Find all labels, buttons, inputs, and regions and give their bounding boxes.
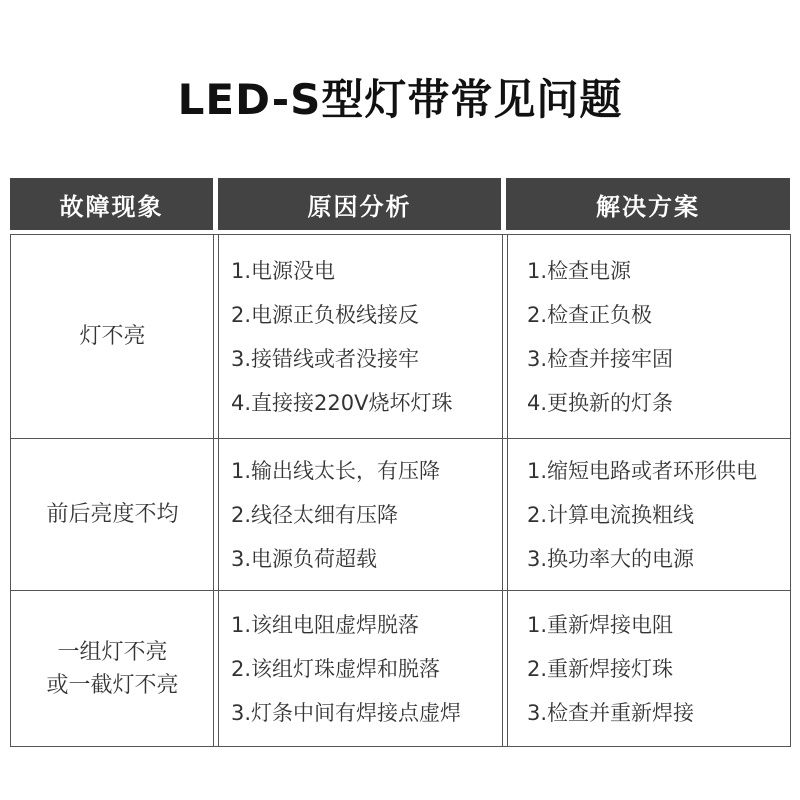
cause-item: 3.灯条中间有焊接点虚焊 bbox=[231, 700, 462, 725]
solution-item: 3.检查并重新焊接 bbox=[527, 700, 695, 725]
cause-cell bbox=[231, 591, 506, 746]
table-row bbox=[11, 591, 790, 746]
cause-item: 1.该组电阻虚焊脱落 bbox=[231, 612, 420, 637]
symptom-text: 或一截灯不亮 bbox=[46, 672, 179, 698]
symptom-cell bbox=[11, 439, 214, 590]
header-symptom: 故障现象 bbox=[10, 178, 213, 230]
cause-item: 2.该组灯珠虚焊和脱落 bbox=[231, 656, 441, 681]
solution-item: 2.检查正负极 bbox=[527, 302, 653, 327]
header-solution: 解决方案 bbox=[506, 178, 790, 230]
solution-item: 2.计算电流换粗线 bbox=[527, 502, 695, 527]
cause-item: 3.电源负荷超载 bbox=[231, 546, 378, 571]
symptom-text: 灯不亮 bbox=[79, 324, 146, 349]
solution-cell bbox=[527, 591, 789, 746]
symptom-cell bbox=[11, 235, 214, 438]
symptom-cell bbox=[11, 591, 214, 746]
table-row bbox=[11, 439, 790, 590]
solution-item: 4.更换新的灯条 bbox=[527, 390, 674, 415]
table-row bbox=[11, 235, 790, 438]
solution-cell bbox=[527, 235, 789, 438]
cause-cell bbox=[231, 439, 506, 590]
cause-item: 1.电源没电 bbox=[231, 258, 336, 283]
cause-item: 2.线径太细有压降 bbox=[231, 502, 399, 527]
cause-item: 1.输出线太长，有压降 bbox=[231, 458, 441, 483]
cause-item: 4.直接接220V烧坏灯珠 bbox=[231, 390, 453, 415]
solution-item: 1.重新焊接电阻 bbox=[527, 612, 674, 637]
solution-item: 2.重新焊接灯珠 bbox=[527, 656, 674, 681]
header-cause: 原因分析 bbox=[218, 178, 501, 230]
solution-item: 1.检查电源 bbox=[527, 258, 632, 283]
solution-item: 3.换功率大的电源 bbox=[527, 546, 695, 571]
symptom-text: 一组灯不亮 bbox=[57, 639, 168, 665]
cause-cell bbox=[231, 235, 506, 438]
page-title: LED-S型灯带常见问题 bbox=[177, 75, 623, 124]
solution-item: 3.检查并接牢固 bbox=[527, 346, 674, 371]
faq-table bbox=[10, 234, 791, 747]
solution-cell bbox=[527, 439, 789, 590]
symptom-text: 前后亮度不均 bbox=[46, 502, 179, 527]
solution-item: 1.缩短电路或者环形供电 bbox=[527, 458, 758, 483]
cause-item: 3.接错线或者没接牢 bbox=[231, 346, 420, 371]
cause-item: 2.电源正负极线接反 bbox=[231, 302, 420, 327]
